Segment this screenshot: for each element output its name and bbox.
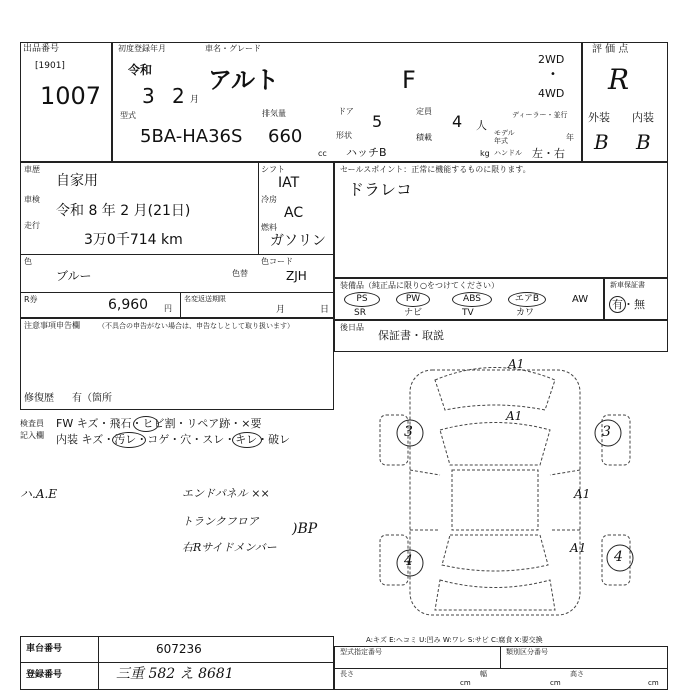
- equip-airbag: エアB: [508, 292, 546, 307]
- interior-score: B: [636, 130, 651, 154]
- legend: A:キズ E:ヘコミ U:凹み W:ワレ S:サビ C:腐食 X:要交換: [366, 636, 543, 644]
- equip-leather: カワ: [516, 308, 535, 318]
- color-code-label: 色コード: [261, 257, 293, 266]
- use-label: 車歴: [24, 165, 40, 174]
- width-cm: cm: [550, 679, 561, 687]
- reg-year: 3: [142, 84, 155, 108]
- trunk: [435, 580, 555, 610]
- mark-4-left: 4: [404, 553, 413, 569]
- load-label: 積載: [416, 133, 432, 142]
- chassis-number: 607236: [156, 642, 202, 656]
- sales-label: セールスポイント：正常に機能するものに限ります。: [340, 165, 531, 174]
- shape: ハッチB: [346, 146, 387, 159]
- wd2: 2WD: [538, 53, 565, 66]
- note-1: ハ.A.E: [20, 487, 58, 501]
- right-door-line: [550, 470, 580, 475]
- doors-label: ドア: [338, 107, 354, 116]
- kg-unit: kg: [480, 149, 490, 158]
- rear-window: [442, 535, 548, 571]
- height-label: 高さ: [570, 670, 584, 678]
- model-label-2: モデル: [494, 129, 515, 137]
- spec-class-label: 類別区分番号: [506, 648, 548, 656]
- mark-3-left: 3: [404, 424, 413, 440]
- mark-4-right: 4: [614, 549, 623, 565]
- length-cm: cm: [460, 679, 471, 687]
- score-label: 評 価 点: [592, 44, 629, 55]
- scuff-circle: [232, 432, 262, 448]
- note-4: 右Rサイドメンバー: [182, 541, 277, 554]
- sales-value: ドラレコ: [348, 180, 413, 199]
- car-name: アルト: [208, 66, 280, 94]
- color-code: ZJH: [286, 269, 307, 283]
- after-value: 保証書・取説: [378, 329, 444, 342]
- note-5: )BP: [292, 521, 318, 537]
- interior-label: 内装: [632, 111, 654, 124]
- month-unit: 月: [190, 95, 200, 105]
- exterior-score: B: [594, 130, 609, 154]
- equip-aw: AW: [572, 294, 589, 305]
- doors: 5: [372, 112, 383, 131]
- displacement-label: 排気量: [262, 109, 286, 118]
- use: 自家用: [56, 173, 98, 189]
- mark-a1-front: A1: [508, 357, 525, 371]
- color-change-label: 色替: [232, 269, 248, 278]
- dealer-label: ディーラー・並行: [512, 111, 568, 119]
- displacement: 660: [268, 126, 303, 147]
- equipment-label: 装備品（純正品に限り○をつけてください）: [340, 281, 499, 290]
- warranty-label: 新車保証書: [610, 281, 645, 289]
- fuel-label: 燃料: [261, 223, 277, 232]
- height-cm: cm: [648, 679, 659, 687]
- grade: F: [402, 66, 416, 94]
- type-label: 型式: [120, 111, 136, 120]
- notes-box: [20, 318, 334, 410]
- shape-label: 形状: [336, 131, 352, 140]
- color: ブルー: [56, 269, 92, 283]
- note-2: エンドパネル ××: [182, 487, 270, 500]
- inspection-label: 車検: [24, 195, 40, 204]
- car-diagram: [340, 355, 670, 635]
- spec-type-label: 型式指定番号: [340, 648, 382, 656]
- repair-label: 修復歴: [24, 393, 54, 404]
- note-3: トランクフロア: [182, 515, 259, 528]
- recycle: 6,960: [108, 297, 149, 313]
- after-label: 後日品: [340, 323, 364, 332]
- chassis-label: 車台番号: [26, 644, 63, 654]
- equip-pw: PW: [396, 292, 430, 307]
- ac-label: 冷房: [261, 195, 277, 204]
- first-reg-label: 初度登録年月: [118, 44, 166, 53]
- equip-ps: PS: [344, 292, 380, 307]
- stone-circle: [133, 416, 159, 432]
- model-label: 車名・グレード: [205, 44, 261, 53]
- cc-unit: cc: [318, 149, 327, 158]
- inspection: 令和 8 年 2 月(21日): [56, 203, 191, 219]
- model-code: 5BA-HA36S: [140, 126, 243, 147]
- equip-tv: TV: [462, 308, 474, 318]
- inspector-line-1: FW キズ・飛石・ヒビ割・リペア跡・×要: [56, 417, 262, 430]
- equip-abs: ABS: [452, 292, 492, 307]
- reg-month: 2: [172, 84, 185, 108]
- capacity: 4: [452, 112, 463, 131]
- left-door-line: [410, 470, 440, 475]
- warranty-value: 有・無: [612, 298, 645, 311]
- front-left-wheel: [380, 415, 408, 465]
- inspector-label-1: 検査員: [20, 419, 44, 428]
- nc-day: 日: [320, 305, 330, 315]
- notes-label: 注意事項申告欄: [24, 321, 80, 330]
- mark-a1-rear: A1: [570, 541, 587, 555]
- yen-unit: 円: [164, 304, 172, 313]
- plate-number: 三重 582 え 8681: [116, 666, 234, 682]
- capacity-unit: 人: [476, 119, 487, 132]
- mark-a1-hood: A1: [506, 409, 523, 423]
- era: 令和: [128, 63, 153, 77]
- equip-navi: ナビ: [404, 308, 423, 318]
- score: R: [608, 63, 630, 96]
- lot-number: 1007: [40, 82, 102, 110]
- ac: AC: [284, 205, 304, 221]
- repair-value: 有（箇所: [72, 393, 112, 404]
- year-label: 年式: [494, 137, 508, 145]
- length-label: 長さ: [340, 670, 354, 678]
- recycle-label: R券: [24, 295, 38, 304]
- car-outline: [410, 370, 580, 615]
- year-mark: 年: [566, 133, 574, 142]
- mileage-label: 走行: [24, 221, 40, 230]
- nc-month: 月: [276, 305, 286, 315]
- mark-a1-side: A1: [574, 487, 591, 501]
- mileage: 3万0千714 km: [84, 232, 183, 248]
- capacity-label: 定員: [416, 107, 432, 116]
- exterior-label: 外装: [588, 111, 610, 124]
- plate-label: 登録番号: [26, 670, 63, 680]
- inspector-line-2: 内装 キズ・汚レ・コゲ・穴・スレ・キレ・破レ: [56, 433, 291, 446]
- handle-label: ハンドル: [494, 149, 522, 157]
- fuel: ガソリン: [270, 233, 326, 249]
- handle: 左・右: [532, 147, 565, 160]
- shift-label: シフト: [261, 165, 285, 174]
- warranty-circle: [609, 296, 626, 313]
- shift: IAT: [278, 175, 300, 191]
- dirt-circle: [112, 432, 146, 448]
- wd-dot: •: [550, 69, 556, 80]
- mark-3-right: 3: [602, 424, 611, 440]
- wd4: 4WD: [538, 87, 565, 100]
- lot-label: 出品番号: [23, 44, 60, 54]
- name-change-label: 名変返送期限: [184, 295, 226, 303]
- inspector-label-2: 記入欄: [20, 431, 44, 440]
- windshield: [440, 423, 550, 466]
- lot-sub: [1901]: [35, 61, 65, 71]
- width-label: 幅: [480, 670, 487, 678]
- hood: [435, 368, 555, 411]
- roof: [452, 470, 538, 530]
- equip-sr: SR: [354, 308, 366, 318]
- color-label: 色: [24, 257, 32, 266]
- notes-sub: （不具合の申告がない場合は、申告なしとして取り扱います）: [98, 322, 294, 330]
